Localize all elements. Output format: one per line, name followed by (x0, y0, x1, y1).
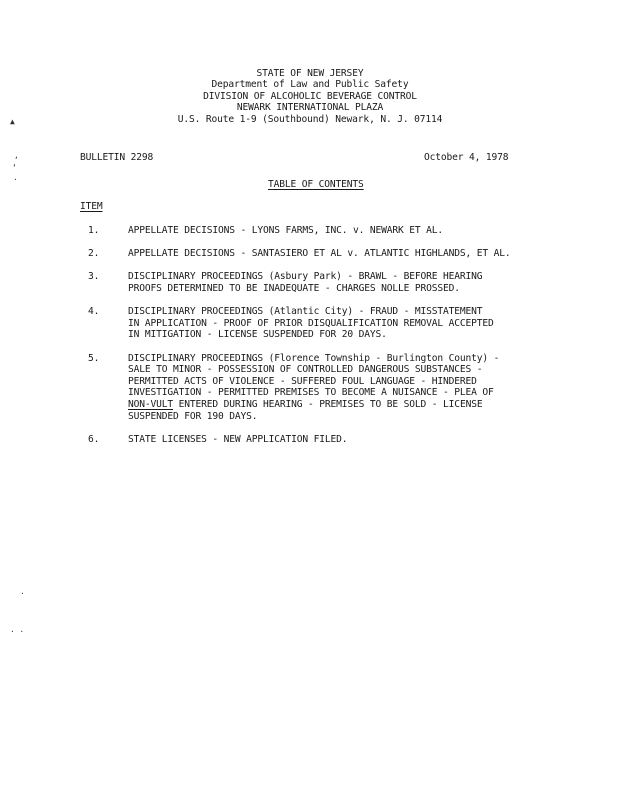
toc-line-rest: ENTERED DURING HEARING - PREMISES TO BE SOLD - LICENSE (173, 398, 483, 410)
scan-mark: ▲ (10, 117, 15, 126)
toc-line: SUSPENDED FOR 190 DAYS. (128, 410, 258, 422)
bulletin-date: October 4, 1978 (424, 152, 509, 163)
toc-item-text (128, 434, 558, 446)
toc-item (88, 248, 558, 260)
scan-mark: · (20, 589, 25, 598)
toc-item-number: 6. (88, 433, 100, 445)
table-of-contents (88, 225, 558, 445)
toc-line: APPELLATE DECISIONS - LYONS FARMS, INC. v. NEWARK ET AL. (128, 225, 444, 236)
letterhead-department: Department of Law and Public Safety (211, 79, 409, 91)
scan-mark: , (14, 151, 19, 160)
toc-line-plea (128, 399, 558, 411)
letterhead-division: DIVISION OF ALCOHOLIC BEVERAGE CONTROL (203, 90, 417, 102)
toc-line: SALE TO MINOR - POSSESSION OF CONTROLLED DANGEROUS SUBSTANCES - (128, 364, 483, 376)
bulletin-number: BULLETIN 2298 (80, 152, 154, 163)
toc-item (88, 353, 558, 423)
toc-line: APPELLATE DECISIONS - SANTASIERO ET AL v. ATLANTIC HIGHLANDS, ET AL. (128, 248, 511, 260)
toc-line: IN APPLICATION - PROOF OF PRIOR DISQUALIFICATION REMOVAL ACCEPTED (128, 317, 494, 329)
toc-line: PROOFS DETERMINED TO BE INADEQUATE - CHARGES NOLLE PROSSED. (128, 282, 460, 294)
toc-line: DISCIPLINARY PROCEEDINGS (Atlantic City) - FRAUD - MISSTATEMENT (128, 306, 483, 318)
letterhead (150, 68, 470, 125)
toc-line: PERMITTED ACTS OF VIOLENCE - SUFFERED FOUL LANGUAGE - HINDERED (128, 375, 477, 387)
toc-item (88, 306, 558, 341)
toc-item (88, 271, 558, 294)
toc-item-number: 5. (88, 352, 100, 364)
toc-item-text (128, 306, 558, 341)
toc-line: IN MITIGATION - LICENSE SUSPENDED FOR 20 DAYS. (128, 329, 387, 341)
letterhead-location: NEWARK INTERNATIONAL PLAZA (236, 102, 384, 114)
toc-line: INVESTIGATION - PERMITTED PREMISES TO BECOME A NUISANCE - PLEA OF (128, 387, 494, 399)
page-title: TABLE OF CONTENTS (268, 179, 364, 190)
toc-item-number: 2. (88, 248, 100, 260)
toc-item-number: 4. (88, 306, 100, 318)
toc-line: DISCIPLINARY PROCEEDINGS (Asbury Park) - BRAWL - BEFORE HEARING (128, 271, 483, 283)
scan-mark: ‘ (12, 163, 17, 172)
non-vult-term: NON-VULT (128, 398, 174, 410)
toc-item-text (128, 225, 558, 237)
toc-item-text (128, 353, 558, 423)
scan-mark: · (13, 175, 18, 184)
scan-mark: · · (10, 627, 24, 636)
toc-item (88, 434, 558, 446)
toc-item-number: 1. (88, 225, 100, 236)
toc-item-text (128, 248, 558, 260)
letterhead-state: STATE OF NEW JERSEY (256, 68, 364, 79)
toc-item (88, 225, 558, 237)
toc-item-number: 3. (88, 271, 100, 283)
toc-item-text (128, 271, 558, 294)
toc-line: STATE LICENSES - NEW APPLICATION FILED. (128, 433, 348, 445)
toc-line: DISCIPLINARY PROCEEDINGS (Florence Township - Burlington County) - (128, 352, 500, 364)
letterhead-address: U.S. Route 1-9 (Southbound) Newark, N. J. 07114 (177, 113, 443, 125)
item-column-header: ITEM (80, 201, 103, 212)
